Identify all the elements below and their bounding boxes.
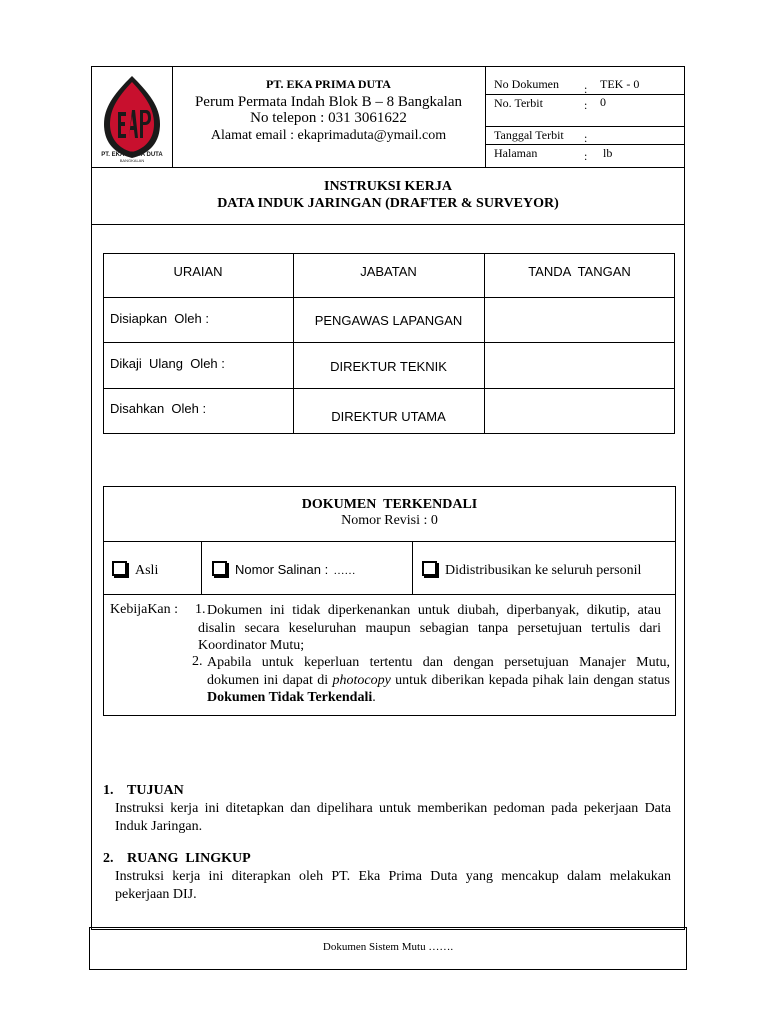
doc-info-value-no-terbit: 0 [600, 95, 606, 109]
control-title: DOKUMEN TERKENDALI [301, 497, 478, 512]
section-1-heading: TUJUAN [127, 783, 184, 798]
footer-dots: ……. [428, 941, 454, 953]
title-bottom-line [91, 224, 685, 225]
company-name: PT. EKA PRIMA DUTA [266, 77, 391, 91]
asli-checkbox[interactable] [112, 561, 127, 576]
approval-row-line-1 [103, 297, 675, 298]
document-title-line2: DATA INDUK JARINGAN (DRAFTER & SURVEYOR) [217, 196, 559, 211]
logo-subtext: BANGKALAN [119, 158, 145, 163]
control-opt-divider-2 [412, 541, 413, 594]
option-nomor-salinan[interactable] [212, 561, 355, 578]
document-title-line1: INSTRUKSI KERJA [324, 179, 452, 194]
company-phone: No telepon : 031 3061622 [250, 110, 407, 126]
logo-text: PT. EKA PRIMA DUTA [101, 152, 163, 158]
approval-header-tanda-tangan: TANDA TANGAN [528, 264, 631, 279]
doc-info-label-halaman: Halaman [494, 146, 538, 160]
option-distribusi[interactable] [422, 561, 641, 579]
policy-label: KebijaKan : [110, 602, 179, 617]
company-logo [96, 72, 168, 166]
company-email: Alamat email : ekaprimaduta@ymail.com [210, 128, 447, 143]
policy-item-2 [207, 654, 670, 707]
asli-label: Asli [135, 563, 159, 578]
company-address: Perum Permata Indah Blok B – 8 Bangkalan [194, 94, 463, 110]
approval-col-divider-2 [484, 253, 485, 434]
policy-2-prefix: 2. [192, 654, 203, 669]
section-2-heading: RUANG LINGKUP [127, 851, 251, 866]
control-opt-divider-1 [201, 541, 202, 594]
header-bottom-line [91, 167, 685, 168]
doc-info-value-no-dokumen: TEK - 0 [600, 77, 640, 91]
distribusi-checkbox[interactable] [422, 561, 437, 576]
header-divider-info [485, 66, 486, 167]
distribusi-label: Didistribusikan ke seluruh personil [445, 563, 642, 578]
info-row-line-2 [485, 126, 685, 127]
nomor-salinan-checkbox[interactable] [212, 561, 227, 576]
approval-uraian-3: Disahkan Oleh : [110, 401, 207, 416]
policy-2-text-b: untuk diberikan kepada pihak lain dengan status [390, 672, 670, 688]
doc-info-label-no-dokumen: No Dokumen [494, 77, 559, 91]
policy-2-italic: photocopy [332, 672, 391, 688]
doc-info-sep-1: : [584, 82, 588, 96]
approval-uraian-1: Disiapkan Oleh : [110, 311, 209, 326]
nomor-salinan-dots: …… [333, 565, 356, 577]
approval-row-line-3 [103, 388, 675, 389]
approval-uraian-2: Dikaji Ulang Oleh : [110, 356, 225, 371]
doc-info-value-halaman: lb [603, 146, 613, 160]
doc-info-sep-3: : [584, 131, 588, 145]
policy-2-bold: Dokumen Tidak Terkendali [207, 690, 373, 705]
approval-jabatan-2: DIREKTUR TEKNIK [330, 359, 447, 374]
doc-info-sep-2: : [584, 98, 588, 112]
option-asli[interactable] [112, 561, 158, 579]
doc-info-sep-4: : [584, 149, 588, 163]
doc-info-label-tanggal-terbit: Tanggal Terbit [494, 128, 564, 142]
policy-2-text-a: Apabila untuk keperluan tertentu dan dengan persetujuan Manajer Mutu, dokumen ini dapat di [207, 655, 670, 688]
approval-jabatan-3: DIREKTUR UTAMA [331, 409, 446, 424]
doc-info-label-no-terbit: No. Terbit [494, 96, 543, 110]
approval-col-divider-1 [293, 253, 294, 434]
approval-header-jabatan: JABATAN [360, 264, 417, 279]
policy-2-end: . [372, 690, 376, 705]
policy-item-1: Dokumen ini tidak diperkenankan untuk diubah, diperbanyak, dikutip, atau disalin secara keseluruhan maupun sebagian tanpa persetujuan tertulis dari Koordinator Mutu; [198, 603, 661, 653]
footer-label: Dokumen Sistem Mutu [322, 941, 426, 953]
control-line-2 [103, 594, 676, 595]
approval-jabatan-1: PENGAWAS LAPANGAN [314, 313, 463, 328]
control-revision: Nomor Revisi : 0 [341, 513, 438, 528]
section-2-text: Instruksi kerja ini diterapkan oleh PT. Eka Prima Duta yang mencakup dalam melakukan pekerjaan DIJ. [115, 869, 671, 902]
section-1-text: Instruksi kerja ini ditetapkan dan dipelihara untuk memberikan pedoman pada pekerjaan Data Induk Jaringan. [115, 801, 671, 834]
nomor-salinan-label: Nomor Salinan : [235, 562, 329, 577]
control-line-1 [103, 541, 676, 542]
approval-row-line-2 [103, 342, 675, 343]
section-2-number: 2. [103, 851, 114, 866]
section-1-number: 1. [103, 783, 114, 798]
approval-header-uraian: URAIAN [173, 264, 223, 279]
footer-text [89, 941, 687, 953]
policy-1-prefix: 1. [195, 602, 206, 617]
